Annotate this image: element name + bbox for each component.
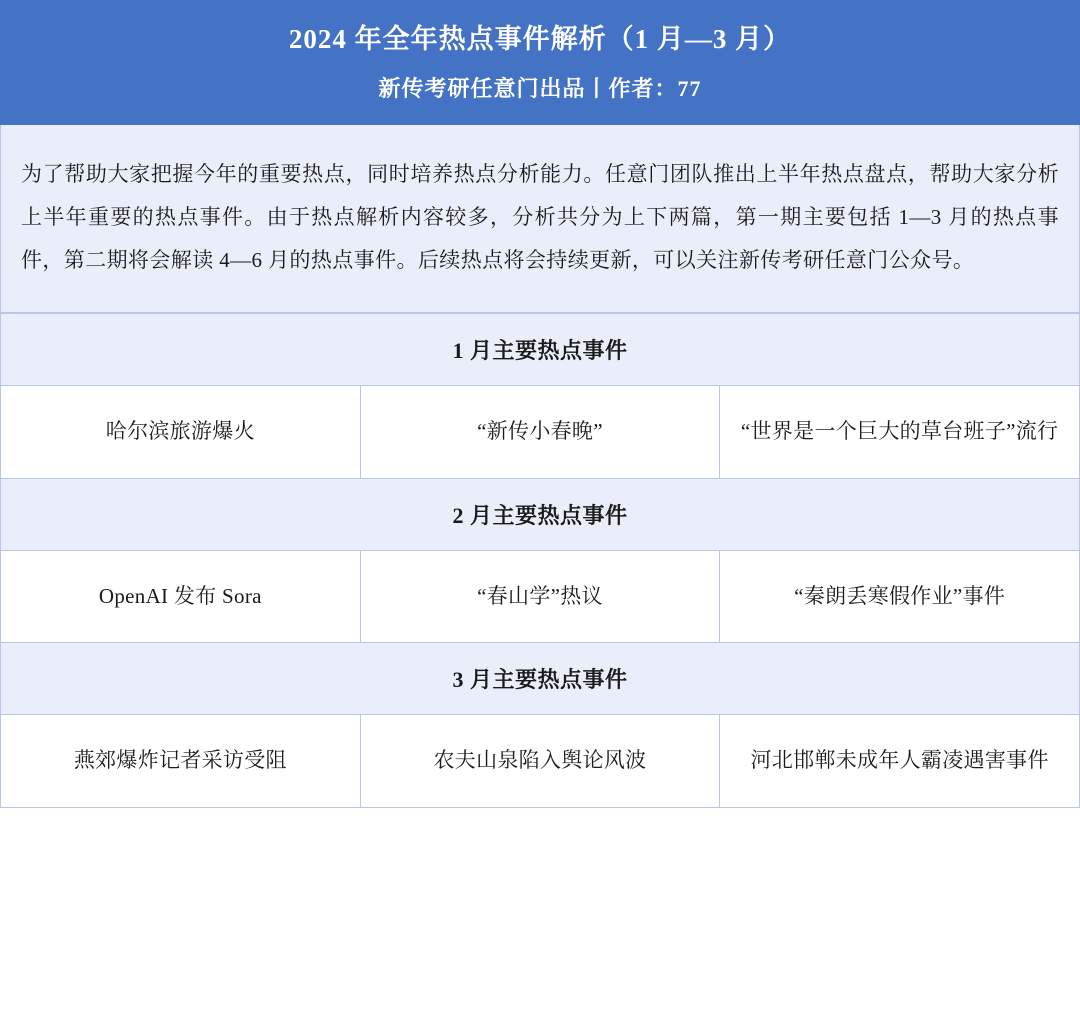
event-cell: 哈尔滨旅游爆火 (1, 386, 361, 479)
month-heading-row (1, 478, 1080, 550)
event-cell: “世界是一个巨大的草台班子”流行 (720, 386, 1080, 479)
hot-events-table (0, 313, 1080, 808)
month-heading-row (1, 314, 1080, 386)
event-cell: 农夫山泉陷入舆论风波 (360, 715, 720, 808)
event-cell: “春山学”热议 (360, 550, 720, 643)
month-heading-row (1, 643, 1080, 715)
intro-paragraph: 为了帮助大家把握今年的重要热点，同时培养热点分析能力。任意门团队推出上半年热点盘点，帮助大家分析上半年重要的热点事件。由于热点解析内容较多，分析共分为上下两篇，第一期主要包括 1—3 月的热点事件，第二期将会解读 4—6 月的热点事件。后续热点将会持续更新，可以关注新传考研任意门公众号。 (0, 125, 1080, 313)
page-title: 2024 年全年热点事件解析（1 月—3 月） (288, 24, 792, 54)
event-cell: “新传小春晚” (360, 386, 720, 479)
table-row (1, 386, 1080, 479)
month-heading-february: 2 月主要热点事件 (1, 478, 1080, 550)
document-header (0, 0, 1080, 125)
month-heading-march: 3 月主要热点事件 (1, 643, 1080, 715)
table-row (1, 550, 1080, 643)
page-subtitle: 新传考研任意门出品丨作者：77 (378, 75, 702, 101)
event-cell: OpenAI 发布 Sora (1, 550, 361, 643)
event-cell: 燕郊爆炸记者采访受阻 (1, 715, 361, 808)
month-heading-january: 1 月主要热点事件 (1, 314, 1080, 386)
event-cell: 河北邯郸未成年人霸凌遇害事件 (720, 715, 1080, 808)
event-cell: “秦朗丢寒假作业”事件 (720, 550, 1080, 643)
table-row (1, 715, 1080, 808)
